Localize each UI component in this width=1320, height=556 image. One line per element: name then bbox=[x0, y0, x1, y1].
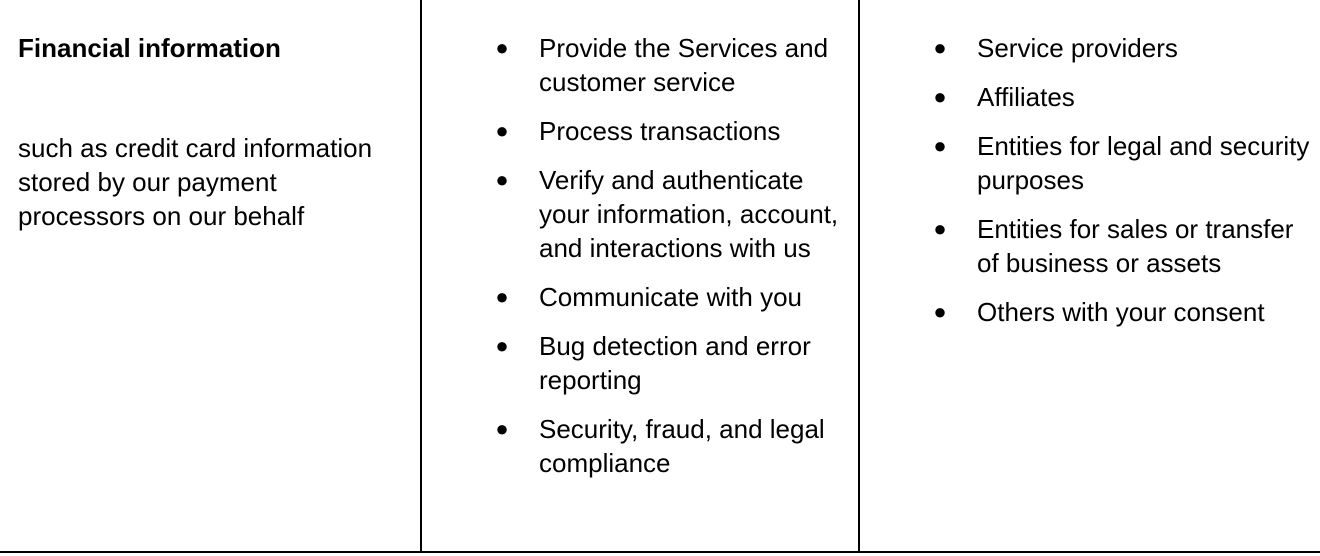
list-item bbox=[860, 80, 1320, 114]
bullet-icon: ● bbox=[495, 35, 509, 60]
bullet-icon: ● bbox=[933, 133, 947, 158]
list-item bbox=[860, 295, 1320, 329]
bullet-icon: ● bbox=[495, 284, 509, 309]
list-item bbox=[860, 212, 1320, 280]
category-cell bbox=[0, 0, 420, 551]
list-item bbox=[422, 412, 858, 480]
bullet-icon: ● bbox=[495, 333, 509, 358]
list-item bbox=[860, 129, 1320, 197]
recipient-text: Entities for sales or transfer of business or assets bbox=[977, 214, 1294, 278]
bullet-icon: ● bbox=[933, 35, 947, 60]
purposes-cell bbox=[420, 0, 858, 551]
list-item bbox=[422, 114, 858, 148]
purpose-text: Bug detection and error reporting bbox=[539, 331, 811, 395]
bullet-icon: ● bbox=[495, 118, 509, 143]
recipients-cell bbox=[858, 0, 1320, 551]
bullet-icon: ● bbox=[495, 416, 509, 441]
recipient-text: Affiliates bbox=[977, 82, 1075, 112]
purpose-text: Security, fraud, and legal compliance bbox=[539, 414, 825, 478]
list-item bbox=[422, 329, 858, 397]
recipient-text: Service providers bbox=[977, 33, 1178, 63]
purpose-text: Provide the Services and customer service bbox=[539, 33, 829, 97]
list-item bbox=[422, 31, 858, 99]
recipient-text: Entities for legal and security purposes bbox=[977, 131, 1310, 195]
bullet-icon: ● bbox=[933, 84, 947, 109]
list-item bbox=[860, 31, 1320, 65]
bullet-icon: ● bbox=[495, 167, 509, 192]
bullet-icon: ● bbox=[933, 216, 947, 241]
list-item bbox=[422, 163, 858, 265]
purpose-text: Process transactions bbox=[539, 116, 781, 146]
category-description: such as credit card information stored by our payment processors on our behalf bbox=[18, 133, 373, 231]
bullet-icon: ● bbox=[933, 299, 947, 324]
category-title: Financial information bbox=[18, 33, 281, 63]
recipients-list bbox=[860, 31, 1320, 329]
recipient-text: Others with your consent bbox=[977, 297, 1265, 327]
purposes-list bbox=[422, 31, 858, 480]
purpose-text: Verify and authenticate your information, account, and interactions with us bbox=[539, 165, 839, 263]
purpose-text: Communicate with you bbox=[539, 282, 802, 312]
list-item bbox=[422, 280, 858, 314]
